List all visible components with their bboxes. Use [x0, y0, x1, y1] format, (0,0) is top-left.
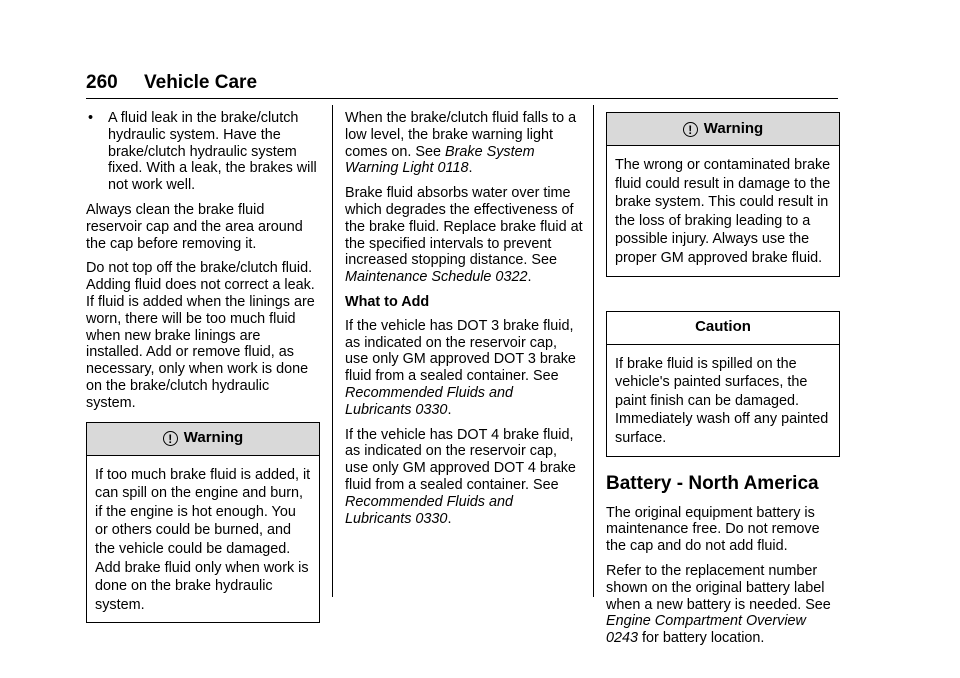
paragraph-text: Refer to the replacement number shown on the original battery label when a new battery is needed. See [606, 562, 831, 613]
paragraph: Always clean the brake fluid reservoir cap and the area around the cap before removing it. [86, 201, 303, 252]
paragraph: If the vehicle has DOT 4 brake fluid, as indicated on the reservoir cap, use only GM approved DOT 4 brake fluid from a sealed container. See Recommended Fluids and Lubricants 0330. [345, 426, 576, 527]
caution-box [606, 311, 840, 457]
section-title: Vehicle Care [144, 72, 258, 93]
paragraph: Do not top off the brake/clutch fluid. Adding fluid does not correct a leak. If fluid is added when the linings are worn, there will be too much fluid when new brake linings are installed. Add or remove fluid, as necessary, only when work is done on the brake/clutch hydraulic system. [86, 260, 315, 411]
column-right [606, 110, 840, 655]
cross-reference-link[interactable]: Brake System Warning Light [345, 143, 535, 177]
page-reference[interactable]: 330 [423, 510, 448, 527]
cross-reference-link[interactable]: Maintenance Schedule [345, 269, 492, 286]
paragraph-text: If the vehicle has DOT 3 brake fluid, as indicated on the reservoir cap, use only GM approved DOT 3 brake fluid from a sealed container. See [345, 317, 576, 385]
warning-icon: ! [683, 122, 698, 137]
warning-header [607, 113, 839, 146]
paragraph: The original equipment battery is maintenance free. Do not remove the cap and do not add fluid. [606, 504, 820, 555]
paragraph: If the vehicle has DOT 3 brake fluid, as indicated on the reservoir cap, use only GM approved DOT 3 brake fluid from a sealed container. See Recommended Fluids and Lubricants 0330. [345, 317, 576, 418]
bullet-text: A fluid leak in the brake/clutch hydraulic system. Have the brake/clutch hydraulic system fixed. With a leak, the brakes will not work well. [108, 110, 317, 194]
page-reference-icon: 0 [415, 510, 424, 527]
page-reference[interactable]: 118 [445, 160, 469, 177]
bullet-icon: • [88, 110, 94, 126]
column-divider [593, 105, 594, 597]
paragraph: Brake fluid absorbs water over time which degrades the effectiveness of the brake fluid. Replace brake fluid at the specified intervals to prevent increased stopping distance. See Maintenance Schedule 0322. [345, 185, 583, 286]
paragraph [606, 563, 840, 647]
cross-reference-link[interactable]: Recommended Fluids and Lubricants [345, 493, 513, 527]
warning-header [87, 423, 319, 456]
subheading: What to Add [345, 293, 430, 310]
warning-box [606, 112, 840, 277]
warning-body: If too much brake fluid is added, it can spill on the engine and burn, if the engine is hot enough. You or others could be burned, and the vehicle could be damaged. Add brake fluid only when work is done on the brake hydraulic system. [95, 466, 311, 613]
caution-title: Caution [695, 318, 751, 336]
warning-title: Warning [183, 429, 244, 447]
warning-icon: ! [163, 431, 178, 446]
list-item [86, 110, 320, 194]
page-reference[interactable]: 330 [423, 401, 448, 418]
page-reference[interactable]: 322 [503, 269, 528, 286]
paragraph: When the brake/clutch fluid falls to a low level, the brake warning light comes on. See Brake System Warning Light 0118. [345, 110, 577, 177]
section-heading: Battery - North America [606, 472, 819, 494]
warning-body: The wrong or contaminated brake fluid could result in damage to the brake system. This could result in the loss of braking leading to a possible injury. Always use the proper GM approved brake fluid. [615, 157, 831, 266]
page-reference-icon: 0 [606, 630, 615, 647]
caution-body: If brake fluid is spilled on the vehicle's painted surfaces, the paint finish can be damaged. Immediately wash off any painted surface. [615, 355, 829, 446]
warning-title: Warning [703, 119, 764, 137]
page-reference-icon: 0 [495, 269, 504, 286]
page-number: 260 [86, 72, 118, 93]
caution-header [607, 312, 839, 345]
column-divider [332, 105, 333, 597]
paragraph-text: When the brake/clutch fluid falls to a low level, the brake warning light comes on. See [345, 110, 577, 160]
warning-box [86, 422, 320, 624]
paragraph-text: If the vehicle has DOT 4 brake fluid, as indicated on the reservoir cap, use only GM approved DOT 4 brake fluid from a sealed container. See [345, 426, 576, 493]
column-middle [345, 110, 583, 535]
page-header [86, 70, 838, 99]
page-reference[interactable]: 243 [614, 630, 639, 647]
page-reference-icon: 0 [437, 160, 446, 177]
paragraph-text: for battery location. [642, 630, 765, 647]
cross-reference-link[interactable]: Engine Compartment Overview [606, 613, 806, 630]
cross-reference-link[interactable]: Recommended Fluids and Lubricants [345, 384, 513, 418]
column-left [86, 110, 320, 623]
paragraph-text: Brake fluid absorbs water over time which degrades the effectiveness of the brake fluid. Replace brake fluid at the specified intervals to prevent increased stopping distance. See [345, 185, 583, 269]
page-reference-icon: 0 [415, 401, 424, 418]
